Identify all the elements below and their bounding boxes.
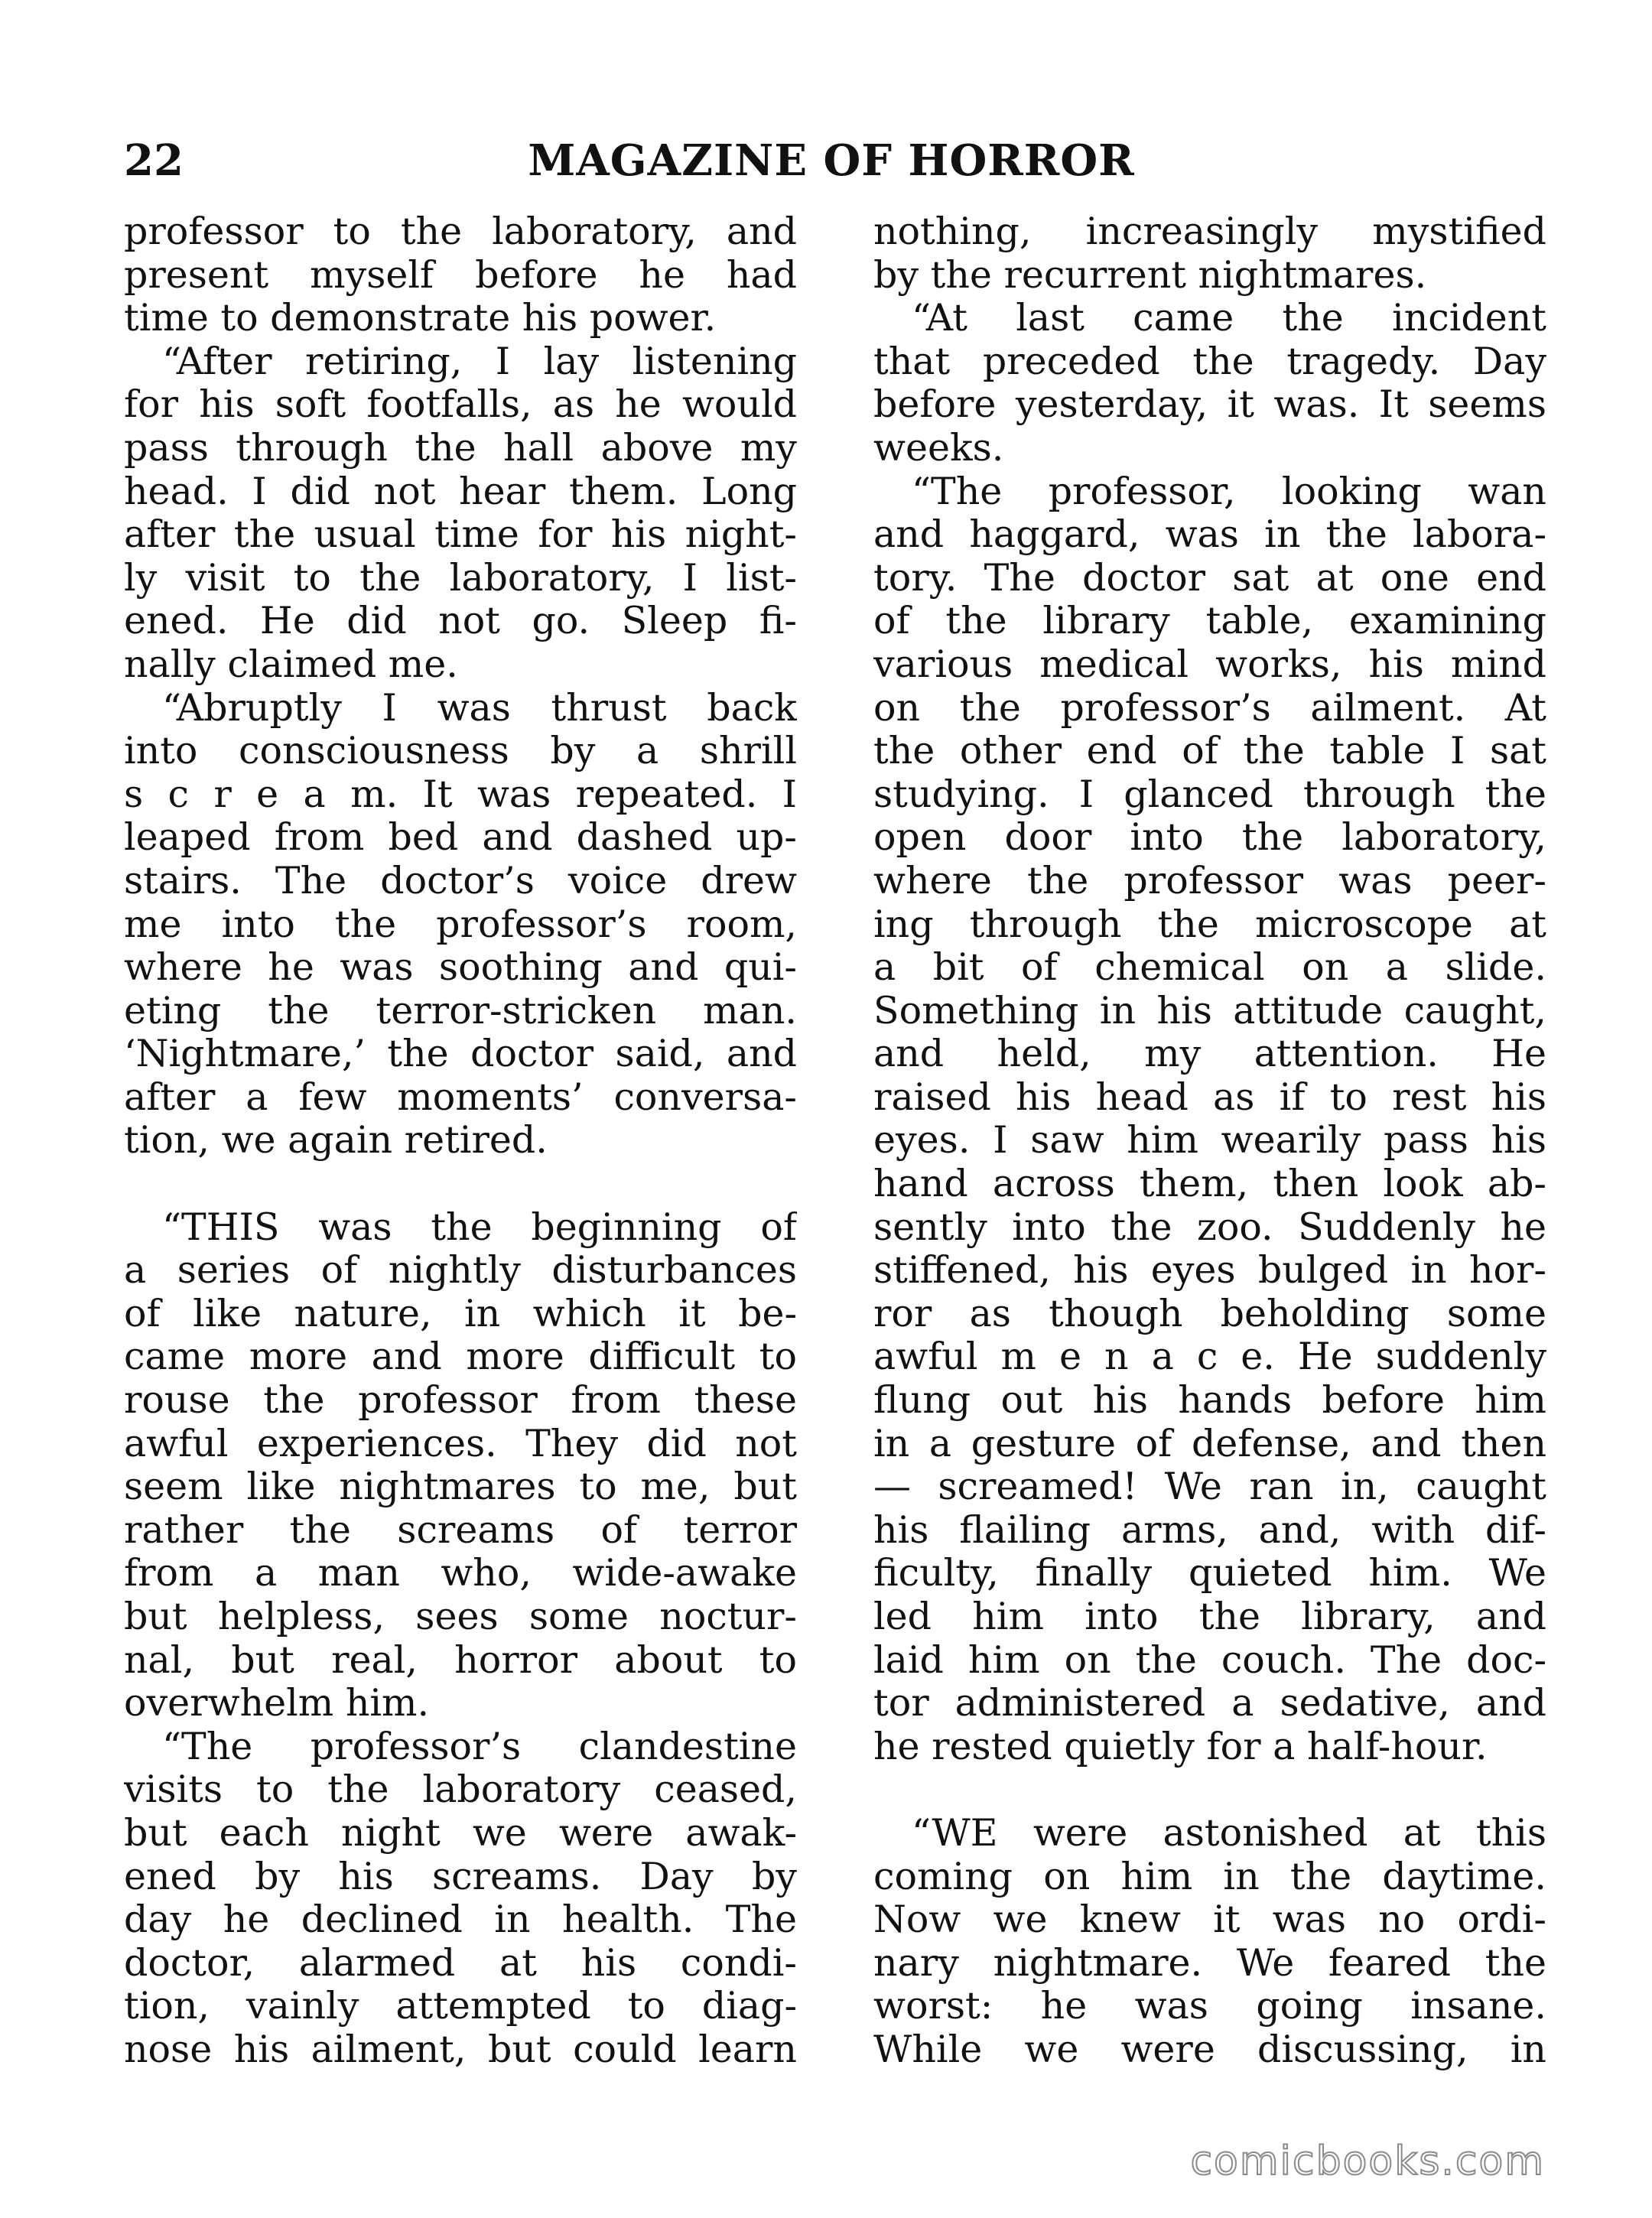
text-line: stairs. The doctor’s voice drew: [124, 859, 797, 902]
text-line: “At last came the incident: [912, 297, 1546, 340]
text-line: “WE were astonished at this: [912, 1811, 1546, 1855]
text-line: sently into the zoo. Suddenly he: [873, 1205, 1546, 1249]
text-line: his flailing arms, and, with dif-: [873, 1508, 1546, 1552]
text-line: Something in his attitude caught,: [873, 989, 1546, 1033]
watermark: comicbooks.com: [1190, 2138, 1545, 2184]
text-line: of like nature, in which it be-: [124, 1292, 797, 1335]
text-line: nally claimed me.: [124, 642, 458, 686]
text-line: — screamed! We ran in, caught: [873, 1465, 1546, 1509]
text-line: various medical works, his mind: [873, 642, 1546, 686]
text-line: coming on him in the daytime.: [873, 1855, 1546, 1898]
text-line: pass through the hall above my: [124, 426, 797, 470]
text-line: tory. The doctor sat at one end: [873, 556, 1546, 600]
text-line: ficulty, finally quieted him. We: [873, 1552, 1546, 1595]
text-line: day he declined in health. The: [124, 1898, 797, 1942]
text-line: nose his ailment, but could learn: [124, 2028, 797, 2071]
text-line: seem like nightmares to me, but: [124, 1465, 797, 1509]
text-line: after the usual time for his night-: [124, 513, 797, 557]
text-line: While we were discussing, in: [873, 2028, 1546, 2071]
text-line: but each night we were awak-: [124, 1811, 797, 1855]
text-line: studying. I glanced through the: [873, 772, 1546, 816]
text-line: visits to the laboratory ceased,: [124, 1768, 797, 1812]
text-line: professor to the laboratory, and: [124, 210, 797, 253]
text-line: eyes. I saw him wearily pass his: [873, 1119, 1546, 1163]
text-line: time to demonstrate his power.: [124, 297, 717, 340]
text-line: stiffened, his eyes bulged in hor-: [873, 1249, 1546, 1293]
text-line: awful m e n a c e. He suddenly: [873, 1335, 1546, 1379]
text-line: laid him on the couch. The doc-: [873, 1638, 1546, 1682]
text-line: after a few moments’ conversa-: [124, 1075, 797, 1119]
text-line: ‘Nightmare,’ the doctor said, and: [124, 1033, 797, 1076]
text-line: by the recurrent nightmares.: [873, 253, 1427, 297]
text-line: and haggard, was in the labora-: [873, 513, 1546, 557]
text-line: “THIS was the beginning of: [162, 1205, 797, 1249]
text-line: “After retiring, I lay listening: [162, 340, 797, 383]
text-line: nothing, increasingly mystified: [873, 210, 1546, 253]
right-text-column: [873, 210, 1546, 2072]
text-line: led him into the library, and: [873, 1595, 1546, 1638]
text-line: of the library table, examining: [873, 600, 1546, 643]
text-line: s c r e a m. It was repeated. I: [124, 772, 797, 816]
text-line: ly visit to the laboratory, I list-: [124, 556, 797, 600]
text-line: ror as though beholding some: [873, 1292, 1546, 1335]
section-break: [124, 1163, 797, 1206]
left-text-column: [124, 210, 797, 2072]
text-line: ened. He did not go. Sleep fi-: [124, 600, 797, 643]
text-line: leaped from bed and dashed up-: [124, 816, 797, 860]
text-line: open door into the laboratory,: [873, 816, 1546, 860]
text-line: came more and more difficult to: [124, 1335, 797, 1379]
text-line: ened by his screams. Day by: [124, 1855, 797, 1898]
text-line: awful experiences. They did not: [124, 1422, 797, 1465]
text-line: tion, we again retired.: [124, 1119, 548, 1163]
text-line: rather the screams of terror: [124, 1508, 797, 1552]
text-line: for his soft footfalls, as he would: [124, 383, 797, 427]
text-line: “Abruptly I was thrust back: [162, 686, 797, 730]
page-header: [124, 130, 1539, 191]
text-line: eting the terror-stricken man.: [124, 989, 797, 1033]
magazine-title: MAGAZINE OF HORROR: [528, 135, 1135, 186]
text-line: doctor, alarmed at his condi-: [124, 1941, 797, 1985]
text-line: nal, but real, horror about to: [124, 1638, 797, 1682]
text-line: a bit of chemical on a slide.: [873, 946, 1546, 990]
text-line: me into the professor’s room,: [124, 902, 797, 946]
text-line: “The professor’s clandestine: [162, 1725, 797, 1768]
text-line: raised his head as if to rest his: [873, 1075, 1546, 1119]
text-line: that preceded the tragedy. Day: [873, 340, 1546, 383]
text-line: but helpless, sees some noctur-: [124, 1595, 797, 1638]
page-number: 22: [124, 135, 184, 186]
text-line: flung out his hands before him: [873, 1379, 1546, 1423]
text-line: a series of nightly disturbances: [124, 1249, 797, 1293]
text-line: before yesterday, it was. It seems: [873, 383, 1546, 427]
text-line: on the professor’s ailment. At: [873, 686, 1546, 730]
text-line: into consciousness by a shrill: [124, 730, 797, 773]
text-line: hand across them, then look ab-: [873, 1163, 1546, 1206]
text-line: tor administered a sedative, and: [873, 1682, 1546, 1725]
text-line: Now we knew it was no ordi-: [873, 1898, 1546, 1942]
text-line: the other end of the table I sat: [873, 730, 1546, 773]
text-line: where the professor was peer-: [873, 859, 1546, 902]
text-line: overwhelm him.: [124, 1682, 430, 1725]
text-line: head. I did not hear them. Long: [124, 470, 797, 513]
text-line: rouse the professor from these: [124, 1379, 797, 1423]
text-line: from a man who, wide-awake: [124, 1552, 797, 1595]
section-break: [873, 1768, 1546, 1812]
text-line: in a gesture of defense, and then: [873, 1422, 1546, 1465]
text-line: nary nightmare. We feared the: [873, 1941, 1546, 1985]
text-line: ing through the microscope at: [873, 902, 1546, 946]
text-line: present myself before he had: [124, 253, 797, 297]
text-line: and held, my attention. He: [873, 1033, 1546, 1076]
text-line: where he was soothing and qui-: [124, 946, 797, 990]
text-line: “The professor, looking wan: [912, 470, 1546, 513]
text-line: weeks.: [873, 426, 1004, 470]
text-line: worst: he was going insane.: [873, 1985, 1546, 2028]
text-line: tion, vainly attempted to diag-: [124, 1985, 797, 2028]
text-line: he rested quietly for a half-hour.: [873, 1725, 1488, 1768]
